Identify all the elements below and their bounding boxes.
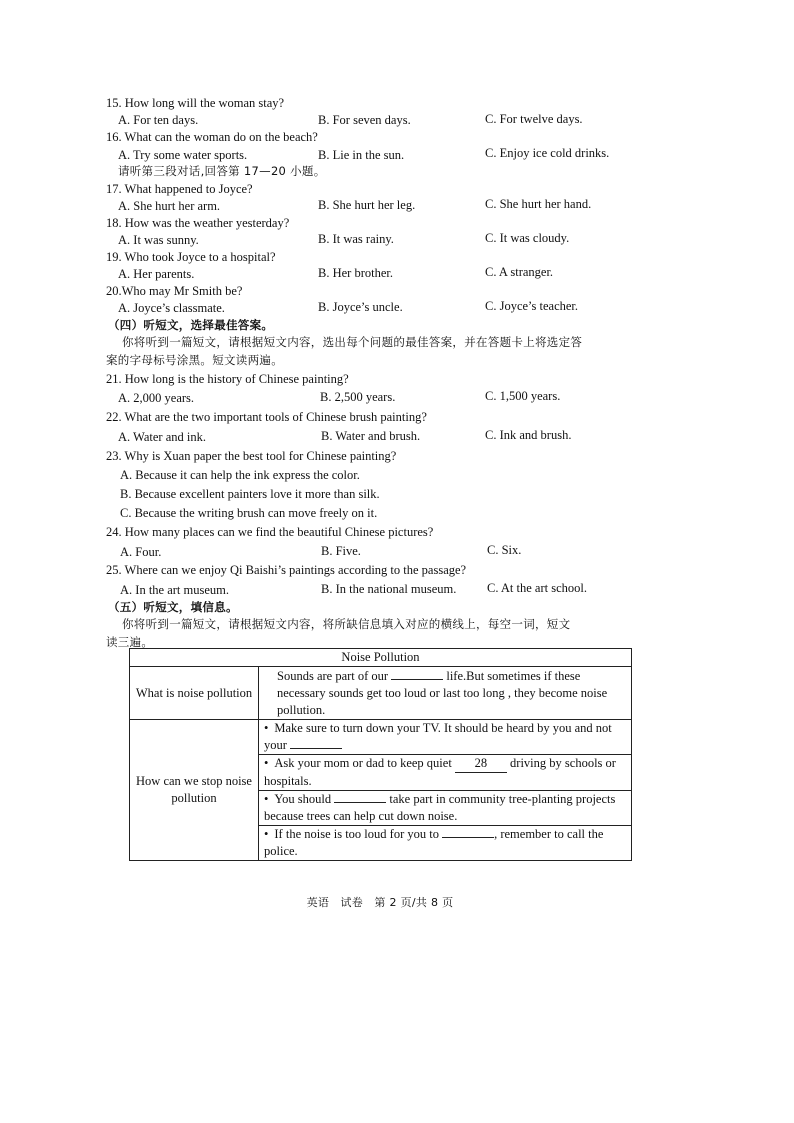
option-22-c: C. Ink and brush. [485, 428, 572, 442]
tip-3-text-before: You should [274, 792, 332, 806]
answer-blank-30[interactable] [442, 826, 494, 838]
option-20-c: C. Joyce’s teacher. [485, 299, 579, 313]
tip-3-text-after: take part in community tree-planting projects because trees can help cut down noise. [264, 792, 616, 823]
question-23: 23. Why is Xuan paper the best tool for Chinese painting? [106, 449, 397, 463]
option-21-b: B. 2,500 years. [320, 390, 396, 404]
option-23-c: C. Because the writing brush can move freely on it. [120, 506, 378, 520]
option-16-a: A. Try some water sports. [118, 148, 248, 162]
question-18: 18. How was the weather yesterday? [106, 216, 290, 230]
page-footer: 英语 试卷 第 2 页/共 8 页 [306, 896, 454, 909]
section-4-instruction-1: 你将听到一篇短文，请根据短文内容，选出每个问题的最佳答案，并在答题卡上将选定答 [122, 335, 583, 349]
question-20: 20.Who may Mr Smith be? [106, 284, 243, 298]
bullet-icon: • [264, 721, 269, 735]
tip-item-1 [259, 720, 632, 755]
answer-blank-28[interactable]: 28 [455, 755, 507, 773]
section-5-heading: （五）听短文，填信息。 [108, 600, 238, 614]
option-18-c: C. It was cloudy. [485, 231, 570, 245]
row-label-what-is [130, 667, 259, 720]
tip-1-text: Make sure to turn down your TV. It should be heard by you and not your [264, 721, 612, 752]
table-title: Noise Pollution [130, 649, 632, 667]
option-15-a: A. For ten days. [118, 113, 199, 127]
noise-pollution-table [129, 648, 632, 861]
question-24: 24. How many places can we find the beautiful Chinese pictures? [106, 525, 434, 539]
option-17-c: C. She hurt her hand. [485, 197, 592, 211]
option-22-a: A. Water and ink. [118, 430, 206, 444]
option-16-b: B. Lie in the sun. [318, 148, 405, 162]
option-21-a: A. 2,000 years. [118, 391, 195, 405]
question-25: 25. Where can we enjoy Qi Baishi’s paintings according to the passage? [106, 563, 467, 577]
tip-item-4 [259, 826, 632, 861]
row-label-how-to-stop-text: How can we stop noise pollution [136, 774, 252, 805]
option-18-a: A. It was sunny. [118, 233, 199, 247]
option-24-a: A. Four. [120, 545, 162, 559]
section-5-instruction-1: 你将听到一篇短文，请根据短文内容，将所缺信息填入对应的横线上，每空一词，短文 [122, 617, 571, 631]
row-definition [259, 667, 632, 720]
option-20-a: A. Joyce’s classmate. [118, 301, 225, 315]
option-21-c: C. 1,500 years. [485, 389, 561, 403]
option-22-b: B. Water and brush. [321, 429, 421, 443]
option-20-b: B. Joyce’s uncle. [318, 300, 403, 314]
option-15-c: C. For twelve days. [485, 112, 583, 126]
option-17-b: B. She hurt her leg. [318, 198, 416, 212]
answer-blank-29[interactable] [334, 791, 386, 803]
option-19-b: B. Her brother. [318, 266, 393, 280]
option-19-a: A. Her parents. [118, 267, 195, 281]
option-19-c: C. A stranger. [485, 265, 554, 279]
tip-item-2 [259, 755, 632, 791]
tip-4-text-after: , remember to call the police. [264, 827, 604, 858]
question-19: 19. Who took Joyce to a hospital? [106, 250, 276, 264]
tip-item-3 [259, 791, 632, 826]
section-4-heading: （四）听短文，选择最佳答案。 [108, 318, 274, 332]
option-25-a: A. In the art museum. [120, 583, 230, 597]
question-16: 16. What can the woman do on the beach? [106, 130, 318, 144]
tip-2-text-after: driving by schools or hospitals. [264, 756, 616, 788]
tip-2-text-before: Ask your mom or dad to keep quiet [274, 756, 452, 770]
option-25-c: C. At the art school. [487, 581, 587, 595]
option-17-a: A. She hurt her arm. [118, 199, 221, 213]
option-25-b: B. In the national museum. [321, 582, 457, 596]
instruction-17-20: 请听第三段对话,回答第 17—20 小题。 [118, 164, 326, 178]
answer-blank-27[interactable] [290, 737, 342, 749]
bullet-icon: • [264, 827, 269, 841]
question-15: 15. How long will the woman stay? [106, 96, 285, 110]
question-21: 21. How long is the history of Chinese painting? [106, 372, 349, 386]
option-15-b: B. For seven days. [318, 113, 411, 127]
option-18-b: B. It was rainy. [318, 232, 394, 246]
tip-4-text-before: If the noise is too loud for you to [274, 827, 439, 841]
question-17: 17. What happened to Joyce? [106, 182, 253, 196]
definition-text-before: Sounds are part of our [277, 668, 389, 683]
section-5-instruction-2: 读三遍。 [106, 635, 154, 649]
question-22: 22. What are the two important tools of Chinese brush painting? [106, 410, 427, 424]
option-24-b: B. Five. [321, 544, 361, 558]
option-23-a: A. Because it can help the ink express the color. [120, 468, 360, 482]
bullet-icon: • [264, 756, 269, 770]
bullet-icon: • [264, 792, 269, 806]
section-4-instruction-2: 案的字母标号涂黑。短文读两遍。 [106, 353, 283, 367]
answer-blank-26[interactable] [391, 668, 443, 680]
option-24-c: C. Six. [487, 543, 522, 557]
row-label-what-is-text: What is noise pollution [135, 685, 253, 700]
option-23-b: B. Because excellent painters love it more than silk. [120, 487, 380, 501]
option-16-c: C. Enjoy ice cold drinks. [485, 146, 610, 160]
row-label-how-to-stop [130, 720, 259, 861]
definition-text-after: life.But sometimes if these necessary sounds get too loud or last too long , they become noise pollution. [277, 668, 608, 717]
